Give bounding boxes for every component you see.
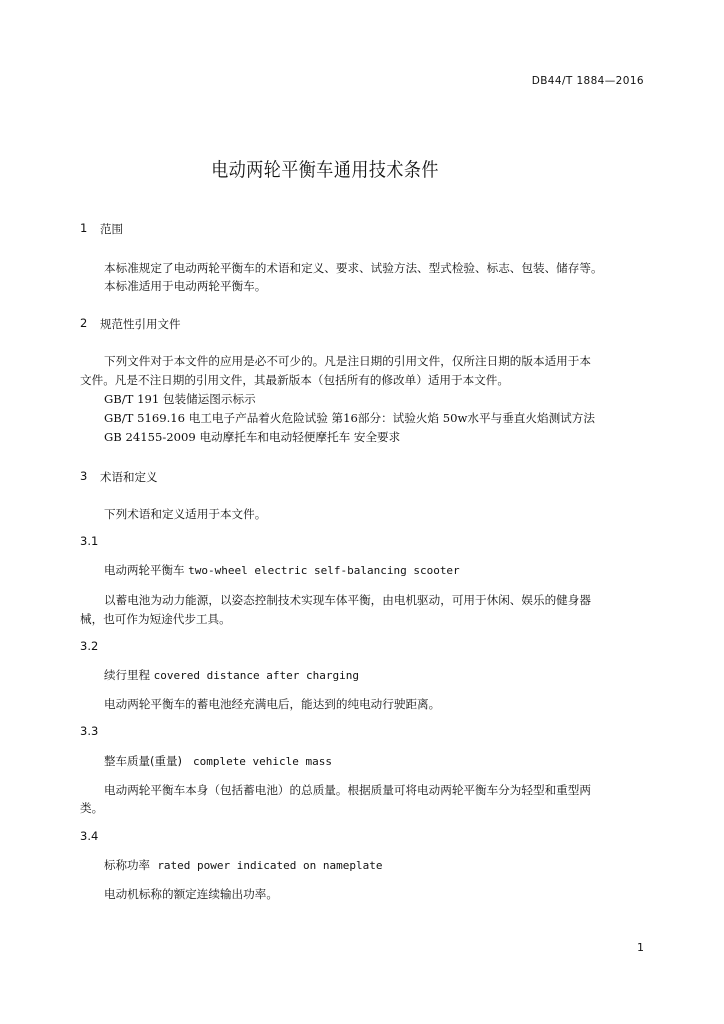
term-english: rated power indicated on nameplate xyxy=(157,859,383,872)
section-1-title: 范围 xyxy=(100,222,123,236)
term-heading xyxy=(104,562,460,578)
section-1-number: 1 xyxy=(80,221,88,235)
page-number: 1 xyxy=(637,941,644,954)
term-number: 3.2 xyxy=(80,639,99,653)
section-2-title: 规范性引用文件 xyxy=(100,317,181,331)
term-definition-line-1: 电动两轮平衡车本身（包括蓄电池）的总质量。根据质量可将电动两轮平衡车分为轻型和重型两 xyxy=(104,783,591,797)
section-2-intro-line-1: 下列文件对于本文件的应用是必不可少的。凡是注日期的引用文件，仅所注日期的版本适用于本 xyxy=(104,354,591,368)
term-heading xyxy=(104,667,359,683)
term-english: covered distance after charging xyxy=(153,669,359,682)
page-title: 电动两轮平衡车通用技术条件 xyxy=(211,159,439,181)
section-3-title: 术语和定义 xyxy=(100,470,158,484)
term-definition-line-1: 电动机标称的额定连续输出功率。 xyxy=(104,887,278,901)
term-english: two-wheel electric self-balancing scooter xyxy=(188,564,460,577)
term-chinese: 电动两轮平衡车 xyxy=(104,563,185,577)
section-3-intro: 下列术语和定义适用于本文件。 xyxy=(104,507,267,521)
section-1-paragraph-2: 本标准适用于电动两轮平衡车。 xyxy=(104,279,267,293)
term-number: 3.4 xyxy=(80,829,99,843)
term-english: complete vehicle mass xyxy=(192,755,333,768)
doc-code: DB44/T 1884—2016 xyxy=(531,75,644,87)
reference-item: GB 24155-2009 电动摩托车和电动轻便摩托车 安全要求 xyxy=(104,430,401,444)
reference-item: GB/T 191 包装储运图示标示 xyxy=(104,392,256,406)
term-heading xyxy=(104,753,332,769)
term-definition-line-2: 类。 xyxy=(80,801,104,815)
term-definition-line-2: 械，也可作为短途代步工具。 xyxy=(80,612,231,626)
section-1-paragraph-1: 本标准规定了电动两轮平衡车的术语和定义、要求、试验方法、型式检验、标志、包装、储存等。 xyxy=(104,261,603,275)
term-definition-line-1: 以蓄电池为动力能源，以姿态控制技术实现车体平衡，由电机驱动，可用于休闲、娱乐的健身器 xyxy=(104,593,591,607)
term-chinese: 整车质量(重量) xyxy=(104,754,182,768)
section-2-intro-line-2: 文件。凡是不注日期的引用文件，其最新版本（包括所有的修改单）适用于本文件。 xyxy=(80,373,509,387)
section-3-number: 3 xyxy=(80,469,88,483)
reference-item: GB/T 5169.16 电工电子产品着火危险试验 第16部分：试验火焰 50w水平与垂直火焰测试方法 xyxy=(104,411,595,425)
term-chinese: 续行里程 xyxy=(104,668,150,682)
term-definition-line-1: 电动两轮平衡车的蓄电池经充满电后，能达到的纯电动行驶距离。 xyxy=(104,697,441,711)
term-chinese: 标称功率 xyxy=(104,858,150,872)
term-number: 3.1 xyxy=(80,534,99,548)
term-number: 3.3 xyxy=(80,724,99,738)
section-2-number: 2 xyxy=(80,316,88,330)
term-heading xyxy=(104,857,382,873)
